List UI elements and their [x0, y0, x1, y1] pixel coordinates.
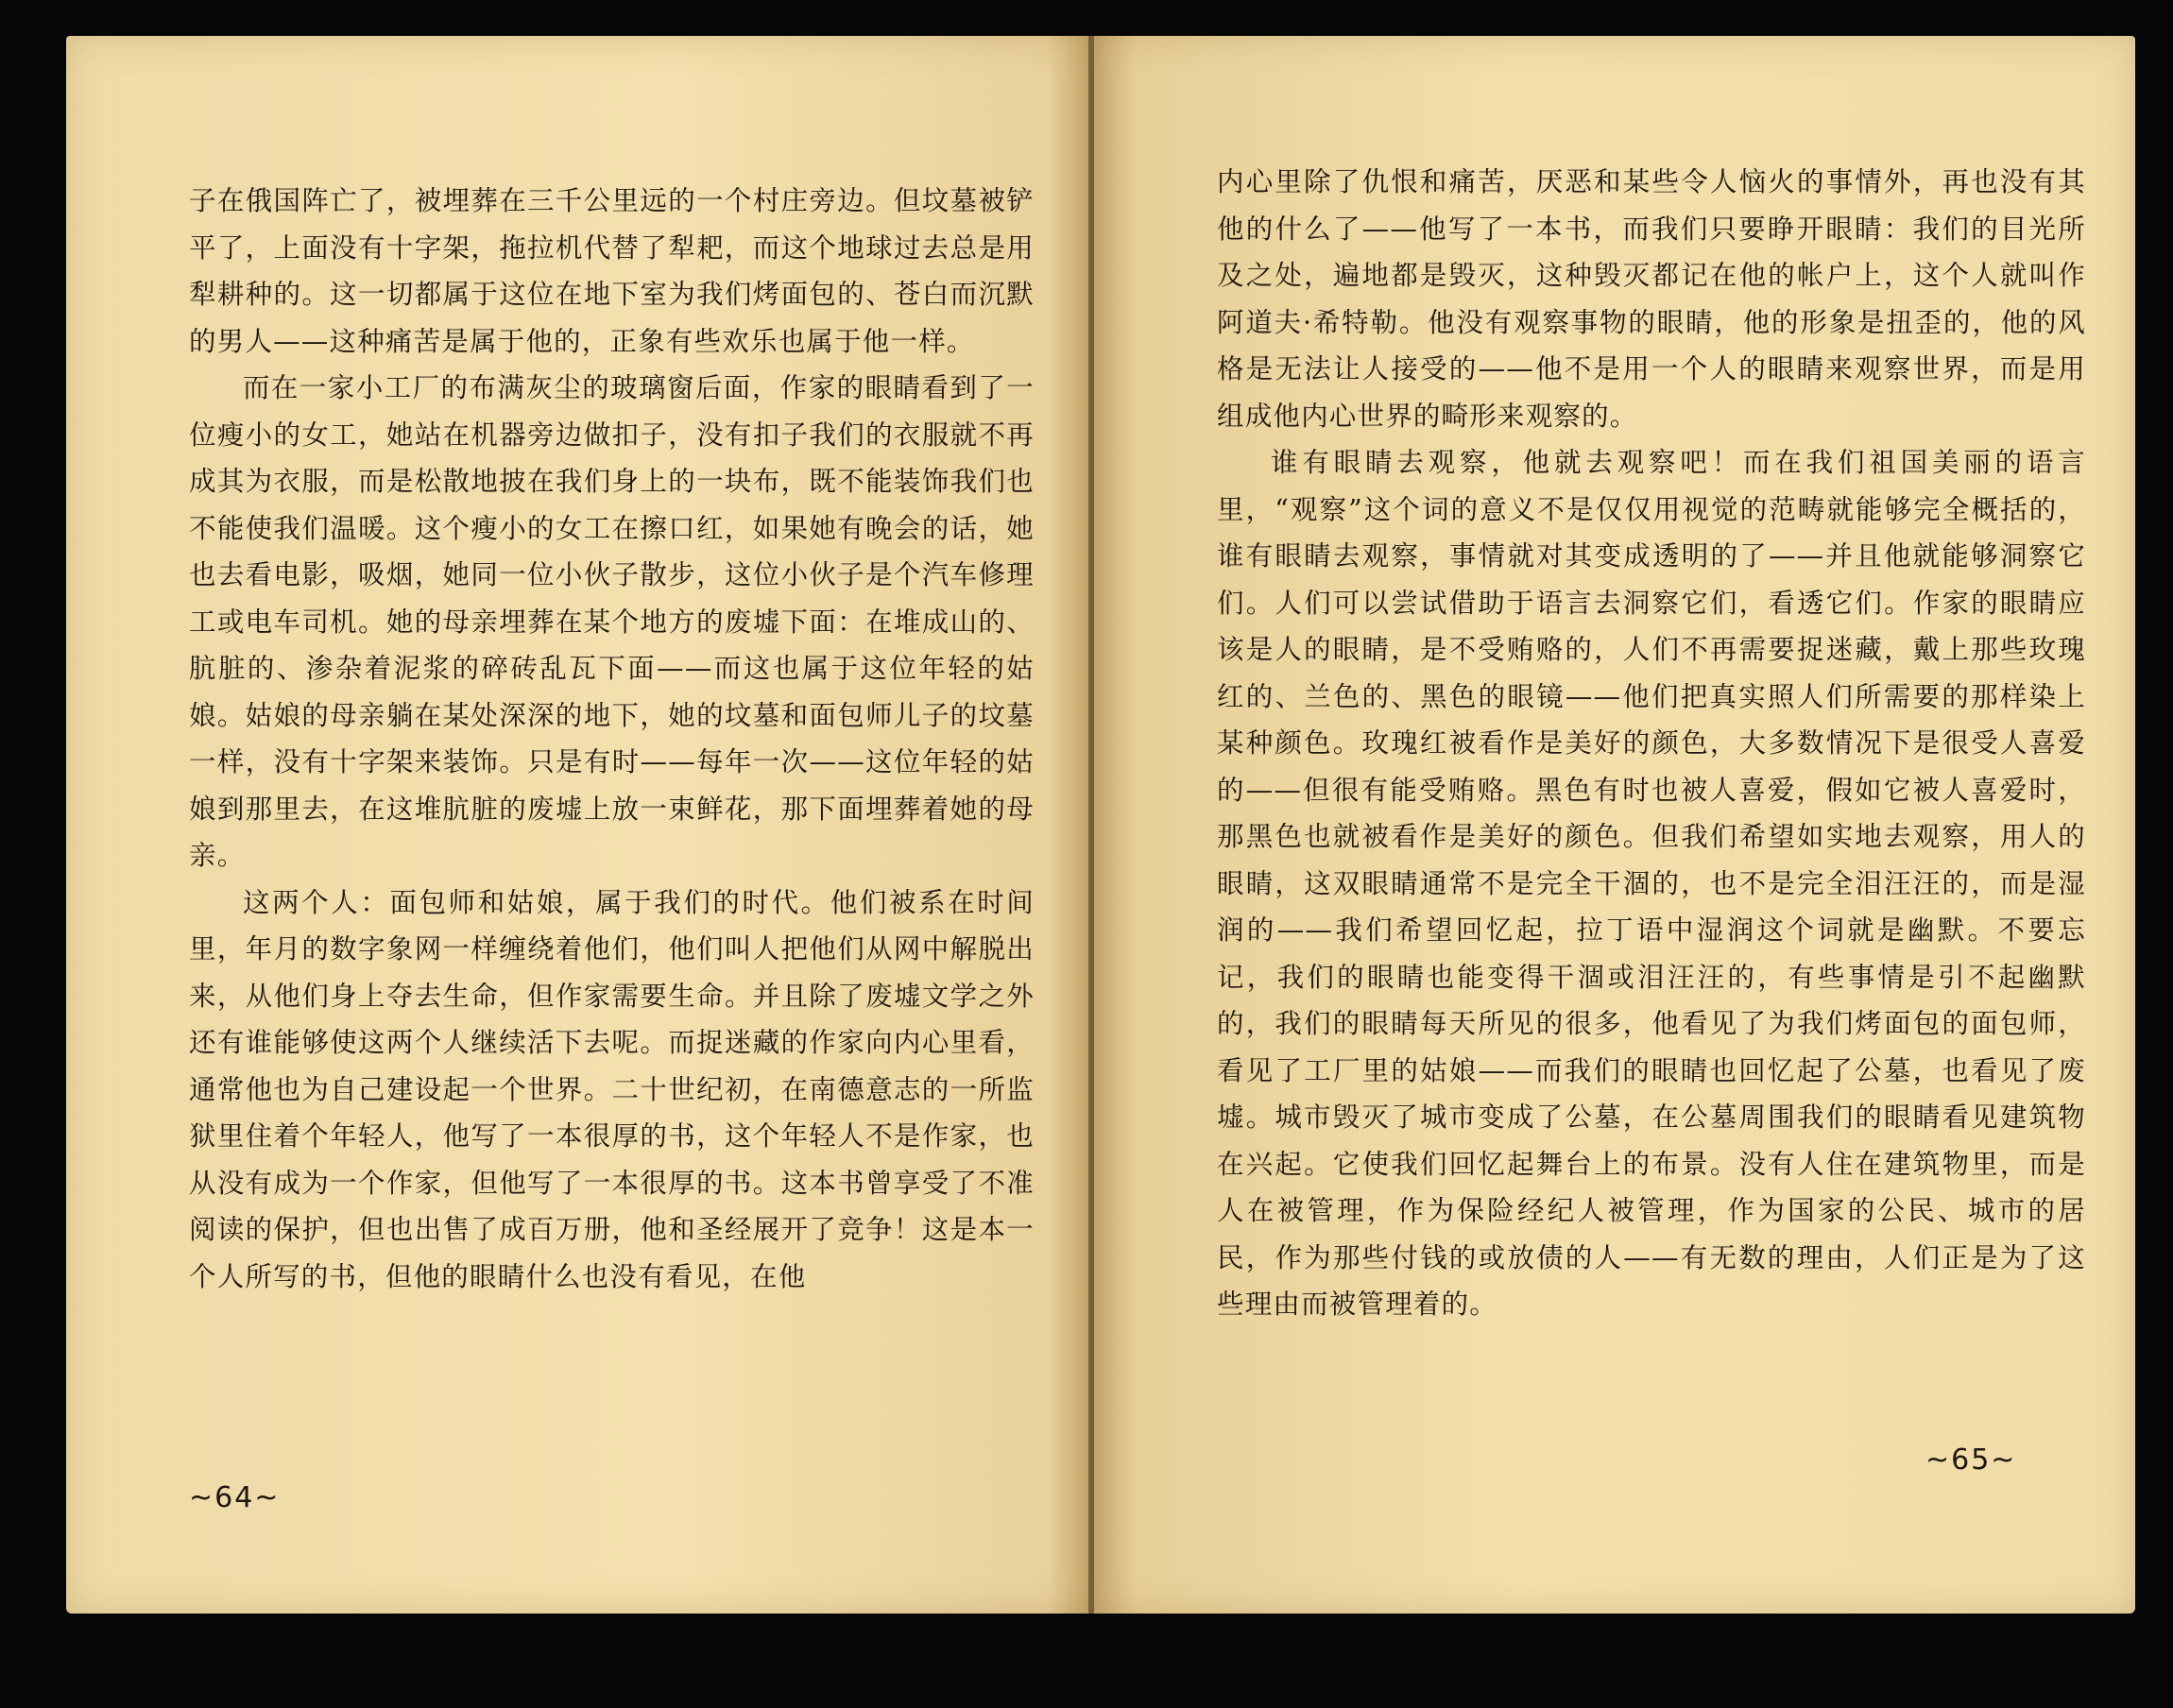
paragraph: 子在俄国阵亡了，被埋葬在三千公里远的一个村庄旁边。但坟墓被铲平了，上面没有十字架，拖拉机代替了犁耙，而这个地球过去总是用犁耕种的。这一切都属于这位在地下室为我们烤面包的、苍白而沉默的男人——这种痛苦是属于他的，正象有些欢乐也属于他一样。	[189, 185, 1035, 357]
paragraph: 而在一家小工厂的布满灰尘的玻璃窗后面，作家的眼睛看到了一位瘦小的女工，她站在机器旁边做扣子，没有扣子我们的衣服就不再成其为衣服，而是松散地披在我们身上的一块布，既不能装饰我们也不能使我们温暖。这个瘦小的女工在擦口红，如果她有晚会的话，她也去看电影，吸烟，她同一位小伙子散步，这位小伙子是个汽车修理工或电车司机。她的母亲埋葬在某个地方的废墟下面：在堆成山的、肮脏的、渗杂着泥浆的碎砖乱瓦下面——而这也属于这位年轻的姑娘。姑娘的母亲躺在某处深深的地下，她的坟墓和面包师儿子的坟墓一样，没有十字架来装饰。只是有时——每年一次——这位年轻的姑娘到那里去，在这堆肮脏的废墟上放一束鲜花，那下面埋葬着她的母亲。	[189, 372, 1035, 871]
paragraph: 这两个人：面包师和姑娘，属于我们的时代。他们被系在时间里，年月的数字象网一样缠绕着他们，他们叫人把他们从网中解脱出来，从他们身上夺去生命，但作家需要生命。并且除了废墟文学之外还有谁能够使这两个人继续活下去呢。而捉迷藏的作家向内心里看，通常他也为自己建设起一个世界。二十世纪初，在南德意志的一所监狱里住着个年轻人，他写了一本很厚的书，这个年轻人不是作家，也从没有成为一个作家，但他写了一本很厚的书。这本书曾享受了不准阅读的保护，但也出售了成百万册，他和圣经展开了竞争！这是本一个人所写的书，但他的眼睛什么也没有看见，在他	[189, 886, 1035, 1292]
paragraph: 谁有眼睛去观察，他就去观察吧！而在我们祖国美丽的语言里，“观察”这个词的意义不是仅仅用视觉的范畴就能够完全概括的，谁有眼睛去观察，事情就对其变成透明的了——并且他就能够洞察它们。人们可以尝试借助于语言去洞察它们，看透它们。作家的眼睛应该是人的眼睛，是不受贿赂的，人们不再需要捉迷藏，戴上那些玫瑰红的、兰色的、黑色的眼镜——他们把真实照人们所需要的那样染上某种颜色。玫瑰红被看作是美好的颜色，大多数情况下是很受人喜爱的——但很有能受贿赂。黑色有时也被人喜爱，假如它被人喜爱时，那黑色也就被看作是美好的颜色。但我们希望如实地去观察，用人的眼睛，这双眼睛通常不是完全干涸的，也不是完全泪汪汪的，而是湿润的——我们希望回忆起，拉丁语中湿润这个词就是幽默。不要忘记，我们的眼睛也能变得干涸或泪汪汪的，有些事情是引不起幽默的，我们的眼睛每天所见的很多，他看见了为我们烤面包的面包师，看见了工厂里的姑娘——而我们的眼睛也回忆起了公墓，也看见了废墟。城市毁灭了城市变成了公墓，在公墓周围我们的眼睛看见建筑物在兴起。它使我们回忆起舞台上的布景。没有人住在建筑物里，而是人在被管理，作为保险经纪人被管理，作为国家的公民、城市的居民，作为那些付钱的或放债的人——有无数的理由，人们正是为了这些理由而被管理着的。	[1217, 447, 2086, 1320]
left-page	[66, 36, 1088, 1614]
left-page-text	[189, 178, 1035, 1300]
right-page-text	[1217, 159, 2086, 1328]
page-number: ~64~	[189, 1481, 281, 1514]
paragraph: 内心里除了仇恨和痛苦，厌恶和某些令人恼火的事情外，再也没有其他的什么了——他写了一本书，而我们只要睁开眼睛：我们的目光所及之处，遍地都是毁灭，这种毁灭都记在他的帐户上，这个人就叫作阿道夫·希特勒。他没有观察事物的眼睛，他的形象是扭歪的，他的风格是无法让人接受的——他不是用一个人的眼睛来观察世界，而是用组成他内心世界的畸形来观察的。	[1217, 166, 2086, 432]
open-book	[66, 36, 2135, 1614]
right-page	[1094, 36, 2135, 1614]
page-number: ~65~	[1925, 1443, 2017, 1477]
